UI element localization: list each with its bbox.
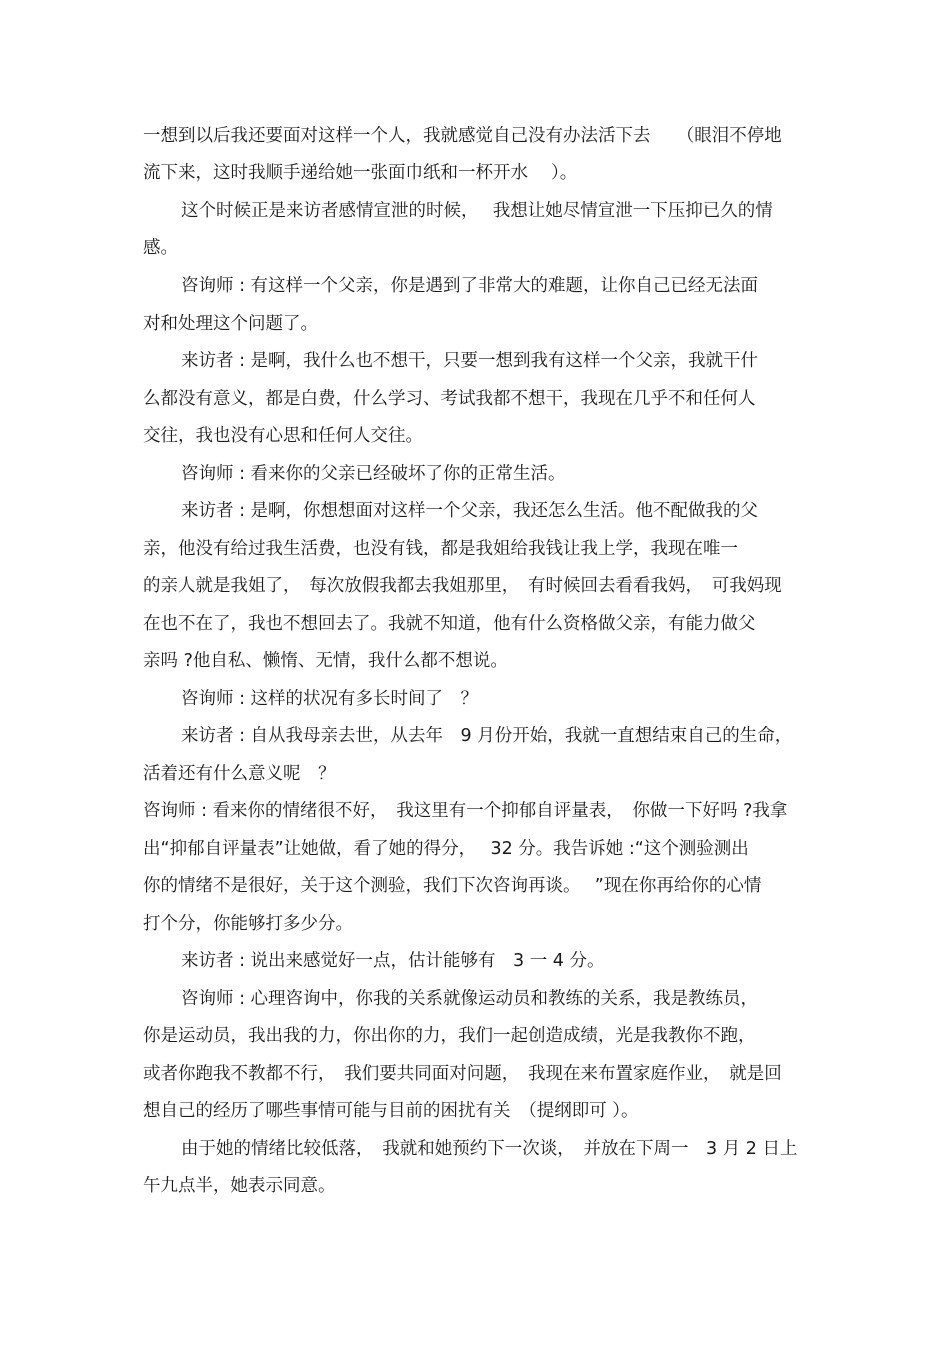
text-line: 想自己的经历了哪些事情可能与目前的困扰有关 （提纲即可 ）。 (143, 1101, 639, 1121)
text-line: 或者你跑我不教都不行， 我们要共同面对问题， 我现在来布置家庭作业， 就是回 (143, 1064, 782, 1084)
text-line: 来访者 : 说出来感觉好一点，估计能够有 3 一 4 分。 (181, 951, 605, 971)
text-line: 咨询师 : 看来你的情绪很不好， 我这里有一个抑郁自评量表， 你做一下好吗 ?我拿 (143, 801, 788, 821)
text-line: 感。 (143, 238, 178, 258)
text-line: 你的情绪不是很好，关于这个测验，我们下次咨询再谈。 ”现在你再给你的心情 (143, 876, 762, 896)
text-line: 打个分，你能够打多少分。 (143, 914, 353, 934)
text-line: 来访者 : 是啊，你想想面对这样一个父亲，我还怎么生活。他不配做我的父 (181, 501, 759, 521)
text-line: 出“抑郁自评量表”让她做，看了她的得分， 32 分。我告诉她 :“这个测验测出 (143, 839, 749, 859)
text-line: 咨询师 : 看来你的父亲已经破坏了你的正常生活。 (181, 464, 566, 484)
text-line: 一想到以后我还要面对这样一个人，我就感觉自己没有办法活下去 （眼泪不停地 (143, 126, 782, 146)
text-line: 流下来，这时我顺手递给她一张面巾纸和一杯开水 ）。 (143, 163, 578, 183)
text-line: 亲吗 ?他自私、懒惰、无情，我什么都不想说。 (143, 651, 508, 671)
text-line: 的亲人就是我姐了， 每次放假我都去我姐那里， 有时候回去看看我妈， 可我妈现 (143, 576, 782, 596)
text-line: 对和处理这个问题了。 (143, 314, 318, 334)
text-line: 在也不在了，我也不想回去了。我就不知道，他有什么资格做父亲，有能力做父 (143, 614, 756, 634)
text-line: 活着还有什么意义呢 ？ (143, 764, 336, 784)
text-line: 咨询师 : 有这样一个父亲，你是遇到了非常大的难题，让你自己已经无法面 (181, 276, 759, 296)
text-line: 来访者 : 是啊，我什么也不想干，只要一想到我有这样一个父亲，我就干什 (181, 351, 759, 371)
text-line: 来访者 : 自从我母亲去世，从去年 9 月份开始，我就一直想结束自己的生命， (181, 726, 793, 746)
text-line: 由于她的情绪比较低落， 我就和她预约下一次谈， 并放在下周一 3 月 2 日上 (181, 1139, 798, 1159)
text-line: 这个时候正是来访者感情宣泄的时候， 我想让她尽情宣泄一下压抑已久的情 (181, 201, 773, 221)
text-line: 午九点半，她表示同意。 (143, 1176, 336, 1196)
text-line: 么都没有意义，都是白费，什么学习、考试我都不想干，我现在几乎不和任何人 (143, 389, 756, 409)
text-line: 亲，他没有给过我生活费，也没有钱，都是我姐给我钱让我上学，我现在唯一 (143, 539, 738, 559)
text-line: 咨询师 : 这样的状况有多长时间了 ？ (181, 689, 479, 709)
text-line: 你是运动员，我出我的力，你出你的力，我们一起创造成绩，光是我教你不跑， (143, 1026, 756, 1046)
text-line: 咨询师 : 心理咨询中，你我的关系就像运动员和教练的关系，我是教练员， (181, 989, 759, 1009)
text-line: 交往，我也没有心思和任何人交往。 (143, 426, 423, 446)
